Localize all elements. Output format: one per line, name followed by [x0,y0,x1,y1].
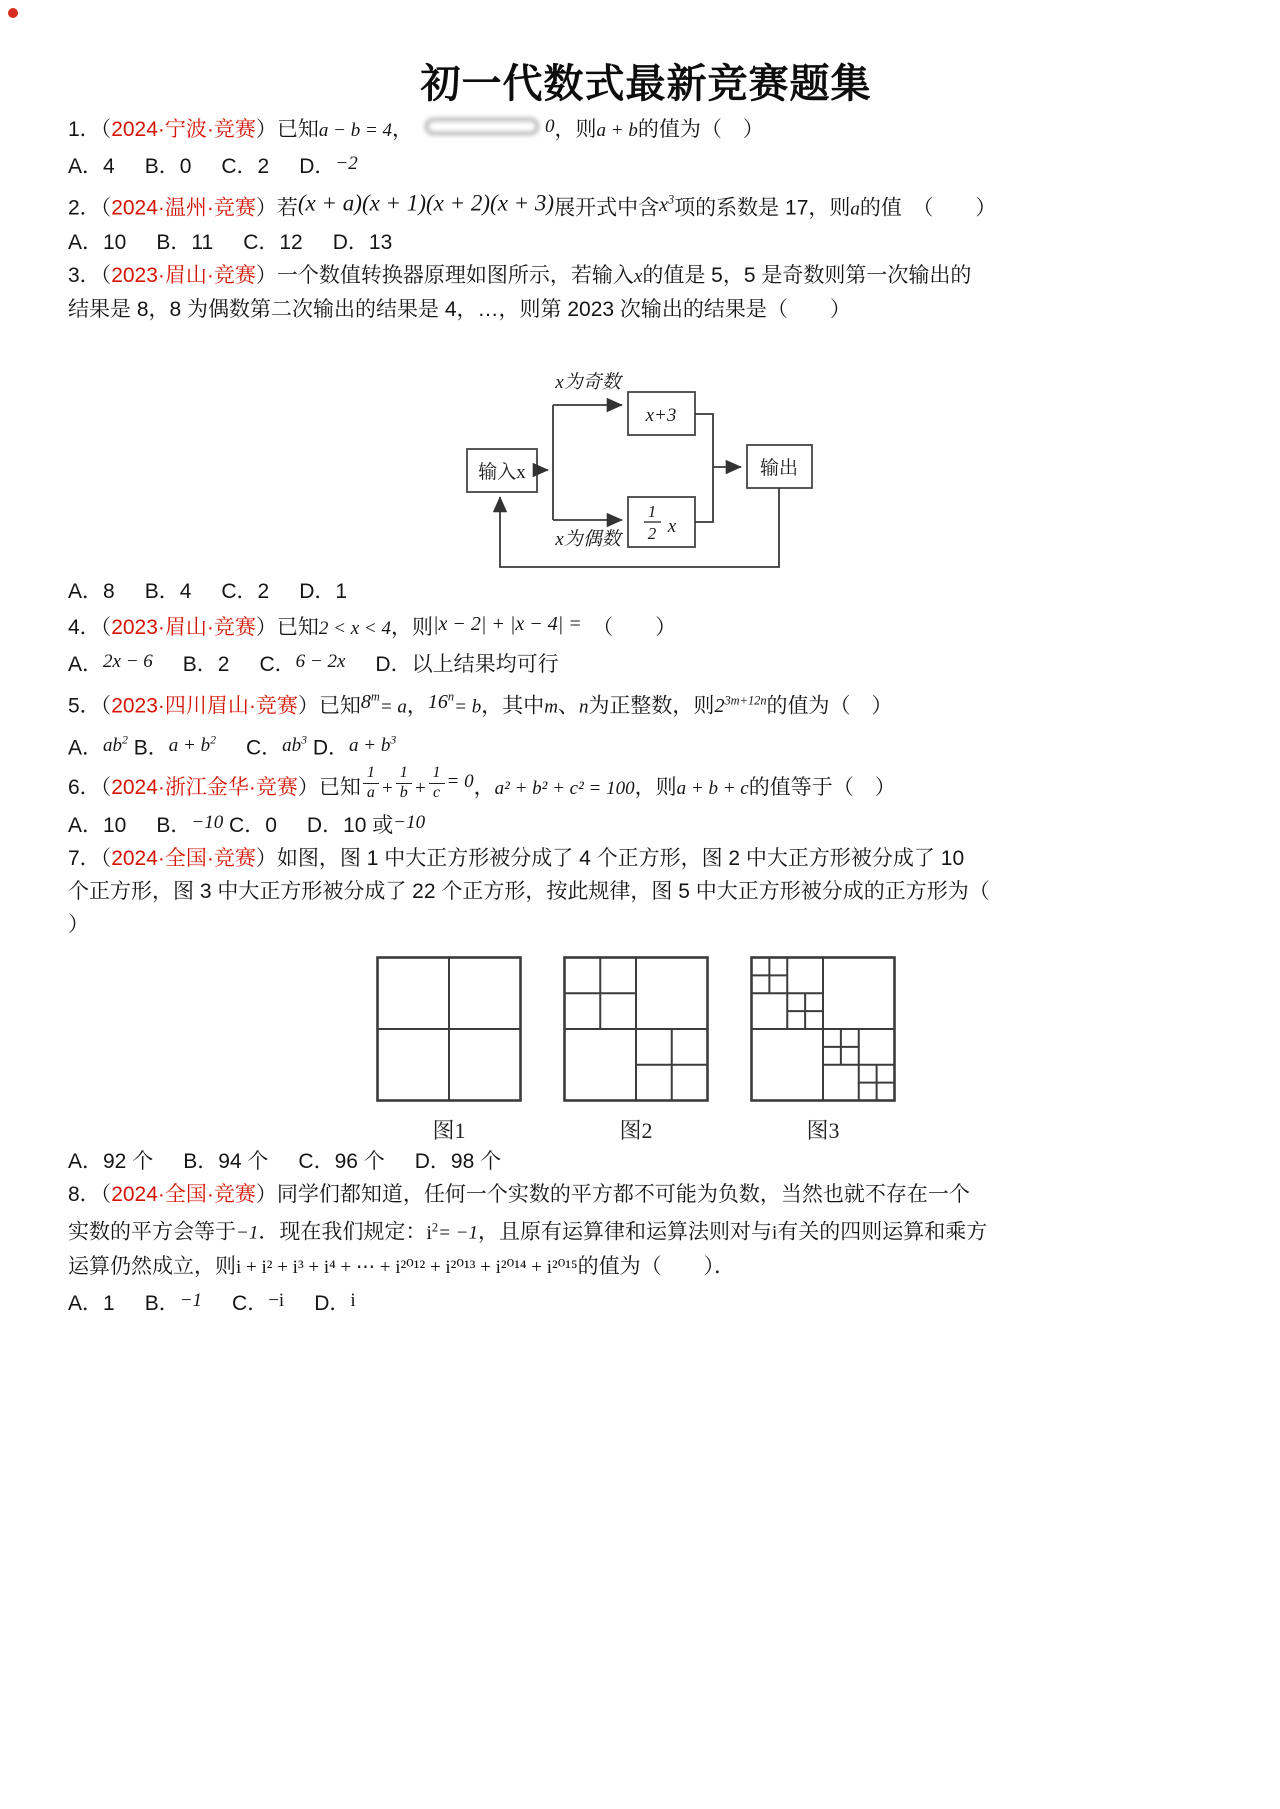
problem-3-text-line-1: 3．（2023·眉山·竞赛）一个数值转换器原理如图所示，若输入x的值是 5，5 是奇数则第一次输出的 [68,263,972,287]
figure-1-label: 图1 [432,1118,466,1144]
problem-7-options: A．92 个 B．94 个 C．96 个 D．98 个 [68,1150,502,1174]
problem-3-options: A．8 B．4 C．2 D．1 [68,579,348,603]
problem-8-options: A．1 B．−1 C．−i D．i [68,1290,356,1316]
svg-text:2: 2 [647,523,657,543]
problem-4-options: A．2x − 6 B．2 C．6 − 2x D．以上结果均可行 [68,650,559,676]
square-figures-row [375,955,1224,1145]
figure-3-block [749,955,897,1145]
figure-2-label: 图2 [619,1118,653,1144]
merge-lines [695,414,713,522]
problem-8-text-line-3: 运算仍然成立，则i + i² + i³ + i⁴ + ⋯ + i²⁰¹² + i²⁰¹³ + i²⁰¹⁴ + i²⁰¹⁵的值为（ ）． [68,1255,736,1279]
input-box-label: 输入x [478,461,526,483]
page-corner-mark [8,8,18,18]
even-rule-box [628,497,695,547]
figure-3-squares [749,955,897,1103]
redacted-formula-blur [425,118,539,135]
problem-1-options: A．4 B．0 C．2 D．−2 [68,153,358,178]
problem-8-text-line-1: 8．（2024·全国·竞赛）同学们都知道，任何一个实数的平方都不可能为负数，当然也就不存在一个 [68,1183,970,1207]
problem-5-text: 5．（2023·四川眉山·竞赛）已知$8^m= a$，$16^n= b$，其中m、n为正整数，则$2^{3m+12n}$的值为（ ） [68,689,893,718]
problem-6-text: 6．（2024·浙江金华·竞赛）已知 $\frac{1}{a}$ + $\frac{1}{b}$ + $\frac{1}{c}$ = 0，a² + b² + c² = 100，则a + b + c的值等于（ ） [68,763,896,801]
output-box-label: 输出 [759,457,799,479]
odd-rule-label: x+3 [645,404,677,426]
page-title: 初一代数式最新竞赛题集 [420,62,872,106]
problem-4-text: 4．（2023·眉山·竞赛）已知2 < x < 4，则|x − 2| + |x − 4| = （ ） [68,612,677,639]
figure-1-block [375,955,523,1145]
even-condition-label: x为偶数 [555,528,621,550]
problem-7-text-line-1: 7．（2024·全国·竞赛）如图，图 1 中大正方形被分成了 4 个正方形，图 2 中大正方形被分成了 10 [68,847,965,871]
number-converter-flowchart [395,330,815,575]
problem-2-text: 2．（2024·温州·竞赛）若(x + a)(x + 1)(x + 2)(x + 3)展开式中含$x^3$项的系数是 17，则a的值 （ ） [68,190,997,220]
figure-2-block [562,955,710,1145]
problem-5-options: A．$ab^2$ B．$a + b^2$ C．$ab^3$ D．$a + b^3$ [68,733,397,760]
problem-8-text-line-2: 实数的平方会等于−1．现在我们规定：$i^2= -1$，且原有运算律和运算法则对与i有关的四则运算和乘方 [68,1220,988,1245]
svg-text:1: 1 [647,501,657,521]
problem-2-options: A．10 B．11 C．12 D．13 [68,230,393,254]
figure-3-label: 图3 [806,1118,840,1144]
problem-7-text-line-2: 个正方形，图 3 中大正方形被分成了 22 个正方形，按此规律，图 5 中大正方形被分成的正方形为（ [68,880,990,904]
problem-7-text-line-3: ） [68,913,89,937]
problem-1-text: 1．（2024·宁波·竞赛）已知a − b = 4， 0，则a + b的值为（ ） [68,116,764,141]
figure-1-squares [375,955,523,1103]
even-rule-fraction [644,502,677,543]
problem-6-options: A．10 B．−10 C．0 D．10 或−10 [68,812,426,838]
problem-3-text-line-2: 结果是 8，8 为偶数第二次输出的结果是 4，…，则第 2023 次输出的结果是（ ） [68,297,851,321]
feedback-loop-arrow [500,488,779,567]
odd-condition-label: x为奇数 [555,371,621,393]
svg-text:x: x [667,515,677,537]
figure-2-squares [562,955,710,1103]
